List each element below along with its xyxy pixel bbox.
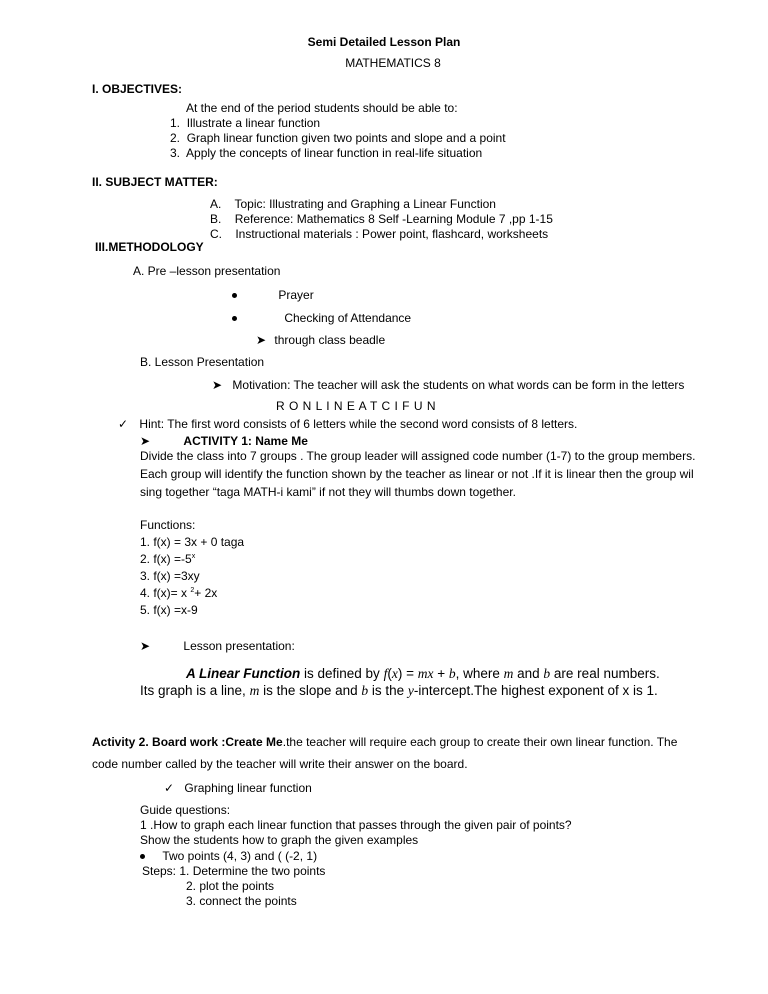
guide-questions-label: Guide questions: (140, 803, 231, 817)
lesson-presentation-label: B. Lesson Presentation (140, 355, 265, 369)
objectives-intro: At the end of the period students should be able to: (186, 101, 458, 115)
step-item: 3. connect the points (186, 894, 297, 908)
activity2-paragraph: Activity 2. Board work :Create Me.the teacher will require each group to create their own linear function. The code number called by the teacher will write their answer on the board. (92, 735, 678, 771)
step-item: 2. plot the points (186, 879, 275, 893)
show-instruction: Show the students how to graph the given examples (140, 833, 419, 847)
pre-lesson-label: A. Pre –lesson presentation (133, 264, 281, 278)
subject-label: MATHEMATICS 8 (345, 56, 441, 70)
beadle-item: ➤ through class beadle (256, 333, 386, 347)
scrambled-letters: R O N L I N E A T C I F U N (276, 399, 436, 413)
arrow-bullet-icon: ➤ (212, 378, 223, 392)
subject-matter-heading: II. SUBJECT MATTER: (92, 175, 218, 189)
checkmark-icon: ✓ (164, 781, 175, 795)
bullet-icon (140, 854, 145, 859)
function-item: 2. $f(x) =-5^x$ (140, 552, 196, 566)
subject-matter-item: A. Topic: Illustrating and Graphing a Linear Function (210, 197, 496, 211)
function-item: 4. f(x)= x $^2$+ 2x (140, 586, 218, 600)
subject-matter-item: B. Reference: Mathematics 8 Self -Learning Module 7 ,pp 1-15 (210, 212, 553, 226)
methodology-heading: III.METHODOLOGY (95, 240, 204, 254)
functions-label: Functions: (140, 518, 196, 532)
objective-item: 3. Apply the concepts of linear function in real-life situation (170, 146, 483, 160)
bullet-icon (232, 316, 237, 321)
subject-matter-item: C. Instructional materials : Power point, flashcard, worksheets (210, 227, 549, 241)
function-item: 3. f(x) =3xy (140, 569, 200, 583)
arrow-bullet-icon: ➤ (140, 639, 151, 653)
activity1-heading: ➤ ACTIVITY 1: Name Me (140, 434, 308, 448)
definition-line-1: A Linear Function is defined by f(x) = mx + b, where m and b are real numbers. (186, 666, 660, 681)
objective-item: 2. Graph linear function given two points and slope and a point (170, 131, 506, 145)
bullet-icon (232, 293, 237, 298)
objective-item: 1. Illustrate a linear function (170, 116, 321, 130)
motivation-item: ➤ Motivation: The teacher will ask the students on what words can be form in the letters (212, 378, 685, 392)
function-item: 5. f(x) =x-9 (140, 603, 198, 617)
document-title: Semi Detailed Lesson Plan (307, 35, 461, 49)
hint-item: ✓ Hint: The first word consists of 6 letters while the second word consists of 8 letters. (118, 417, 578, 431)
step-item: Steps: 1. Determine the two points (142, 864, 326, 878)
function-item: 1. f(x) = 3x + 0 taga (140, 535, 245, 549)
arrow-bullet-icon: ➤ (140, 434, 151, 448)
activity1-description: Divide the class into 7 groups . The group leader will assigned code number (1-7) to the group members. Each group will identify the function shown by the teacher as linear or not .If it is linear then the group wil sing together “taga MATH-i kami” if not they will thumbs down together. (140, 449, 696, 499)
arrow-bullet-icon: ➤ (256, 333, 267, 347)
attendance-item: Checking of Attendance (232, 311, 411, 325)
question-1: 1 .How to graph each linear function that passes through the given pair of points? (140, 818, 572, 832)
prayer-item: Prayer (232, 288, 314, 302)
definition-line-2: Its graph is a line, m is the slope and b is the y-intercept.The highest exponent of x is 1. (140, 683, 658, 698)
lesson-presentation-item: ➤ Lesson presentation: (140, 639, 295, 653)
objectives-heading: I. OBJECTIVES: (92, 82, 183, 96)
two-points-item: Two points (4, 3) and ( (-2, 1) (140, 849, 317, 863)
checkmark-icon: ✓ (118, 417, 129, 431)
graphing-item: ✓ Graphing linear function (164, 781, 312, 795)
